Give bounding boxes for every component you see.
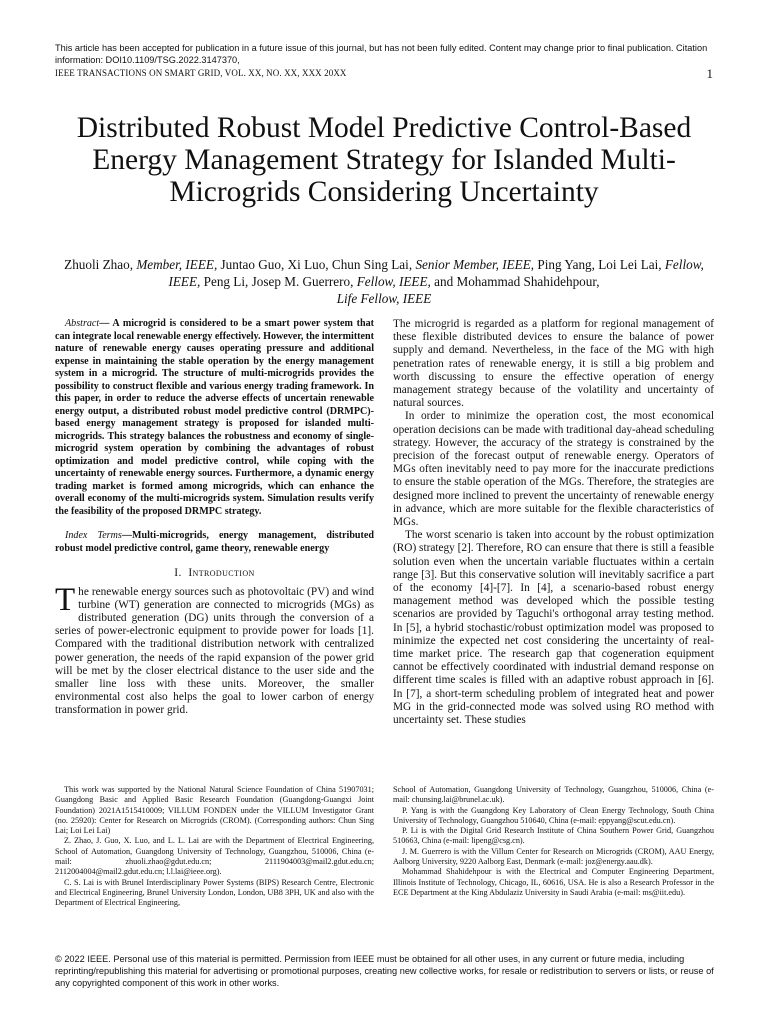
index-terms-text: —Multi-microgrids, energy management, distributed robust model predictive control, game theory, renewable energy <box>55 530 374 554</box>
author-role: Senior Member, IEEE <box>415 257 531 272</box>
page-number: 1 <box>706 66 713 81</box>
footnotes-left <box>55 785 374 909</box>
intro-paragraph-1 <box>55 581 374 718</box>
author-text: , Ping Yang, Loi Lei Lai, <box>530 257 665 272</box>
footnote-affiliation: School of Automation, Guangdong University of Technology, Guangzhou, 510006, China (e-mail: chunsing.lai@brunel.ac.uk). <box>393 785 714 805</box>
index-terms <box>55 530 374 555</box>
author-text: Juntao Guo, Xi Luo, Chun Sing Lai, <box>217 257 416 272</box>
abstract <box>55 318 374 518</box>
publication-notice: This article has been accepted for publication in a future issue of this journal, but has not been fully edited. Content may change prior to final publication. Citation information: DOI10.1109/TSG.2022.3147370, <box>55 43 708 65</box>
footnote-affiliation: Mohammad Shahidehpour is with the Electrical and Computer Engineering Department, Illinois Institute of Technology, Chicago, IL, 60616, USA. He is also a Research Professor in the ECE Department at the King Abdulaziz University in Saudi Arabia (e-mail: ms@iit.edu). <box>393 867 714 897</box>
footnote-affiliation: C. S. Lai is with Brunel Interdisciplinary Power Systems (BIPS) Research Centre, Electronic and Electrical Engineering, Brunel University London, London, UB8 3PH, UK and also with the Department of Electrical Engineering, <box>55 877 374 908</box>
index-terms-lead: Index Terms <box>65 530 122 541</box>
footnote-affiliation: P. Yang is with the Guangdong Key Laboratory of Clean Energy Technology, South China University of Technology, Guangzhou 510640, China (e-mail: eppyang@scut.edu.cn). <box>393 805 714 825</box>
running-head: IEEE TRANSACTIONS ON SMART GRID, VOL. XX, NO. XX, XXX 20XX <box>55 68 347 78</box>
author-role: Fellow, IEEE, <box>168 257 704 289</box>
section-number: I. <box>174 567 182 579</box>
drop-cap: T <box>55 581 76 618</box>
paragraph-text: he renewable energy sources such as photovoltaic (PV) and wind turbine (WT) generation are connected to microgrids (MGs) as distributed generation (DG) units through the conversion of a series of power-electronic equipment to provide power for loads [1]. Compared with the traditional distribution network with centralized power generation, the needs of the rapid expansion of the power grid will be met by the closer electrical distance to the user side and the smaller line loss with these units. Moreover, the smaller environmental cost also helps the goal to lower carbon of energy transformation in power grid. <box>55 585 374 717</box>
paper-title: Distributed Robust Model Predictive Control-Based Energy Management Strategy for Islanded Multi-Microgrids Considering Uncertainty <box>76 112 692 208</box>
footnote-affiliation: P. Li is with the Digital Grid Research Institute of China Southern Power Grid, Guangzhou 510663, China (e-mail: lipeng@csg.cn). <box>393 826 714 846</box>
left-column <box>55 318 374 718</box>
author-text: Zhuoli Zhao, <box>64 257 137 272</box>
footnote-affiliation: J. M. Guerrero is with the Villum Center for Research on Microgrids (CROM), AAU Energy, Aalborg University, 9220 Aalborg East, Denmark (e-mail: joz@energy.aau.dk). <box>393 846 714 867</box>
intro-paragraph-2: The microgrid is regarded as a platform for regional management of these flexible distributed devices to ensure the balance of power supply and demand. Nevertheless, in the face of the MG with high penetration rates of renewable energy, it is still a big problem and worth discussing to ensure the effective operation of energy management strategy because of the volatility and uncertainty of natural sources. <box>393 318 714 410</box>
footnote-affiliation: Z. Zhao, J. Guo, X. Luo, and L. L. Lai are with the Department of Electrical Engineering, School of Automation, Guangdong University of Technology, Guangzhou, 510006, China (e-mail: zhuoli.zhao@gdut.edu.cn; 2111904003@mail2.gdut.edu.cn; 2112004004@mail2.gdut.edu.cn; l.l.lai@ieee.org). <box>55 836 374 877</box>
author-role: Life Fellow, IEEE <box>336 291 432 306</box>
intro-paragraph-4: The worst scenario is taken into account by the robust optimization (RO) strategy [2]. Therefore, RO can ensure that there is still a feasible solution even when the uncertain variable fluctuates within a certain range [3]. But this conservative solution will inevitably sacrifice a part of the economy [4]-[7]. In [4], a scenario-based robust energy management method was developed which the possible testing scenarios are provided by Taguchi's orthogonal array testing method. In [5], a hybrid stochastic/robust optimization model was proposed to minimize the expected net cost considering the uncertainty of real-time market price. The research gap that cogeneration equipment cannot be effectively coordinated with industrial demand response on different time scales is filled with an adaptive robust approach in [6]. In [7], a short-term scheduling problem of integrated heat and power MG in the grid-connected mode was solved using RO method with uncertainty set. These studies <box>393 529 715 727</box>
author-text: and Mohammad Shahidehpour, <box>430 274 600 289</box>
author-role: Member, IEEE, <box>136 257 218 272</box>
footnotes-right <box>393 785 714 898</box>
section-heading <box>55 567 374 581</box>
intro-paragraph-3: In order to minimize the operation cost, the most economical operation decisions can be made with traditional day-ahead scheduling strategy. However, the accuracy of the strategy is constrained by the precision of the forecast output of renewable energy. Operators of MGs often inevitably need to pay more for the inaccurate predictions to ensure the stable operation of the MGs. Therefore, the strategies are designed more inclined to prevent the uncertainty of renewable energy in advance, which are more suitable for the flexible characteristics of MGs. <box>393 410 714 529</box>
section-title: Introduction <box>188 567 255 579</box>
abstract-text: — A microgrid is considered to be a smart power system that can integrate local renewable energy effectively. However, the intermittent nature of renewable energy causes operating pressure and additional expense in maintaining the stable operation by the energy management system in a microgrid. The structure of multi-microgrids provides the possibility to construct flexible and various energy trading framework. In this paper, in order to reduce the adverse effects of uncertain renewable energy output, a distributed robust model predictive control (DRMPC)-based energy management strategy is proposed for islanded multi-microgrids. This strategy balances the robustness and economy of single-microgrid system operation by combining the advantages of robust optimization and model predictive control, while coping with the uncertainty of renewable energy sources. Furthermore, a dynamic energy trading market is formed among microgrids, which can enhance the overall economy of the multi-microgrids system. Simulation results verify the feasibility of the proposed DRMPC strategy. <box>55 318 374 517</box>
right-column <box>393 318 714 727</box>
author-list <box>60 256 708 307</box>
author-text: Peng Li, Josep M. Guerrero, <box>200 274 357 289</box>
abstract-lead: Abstract <box>65 318 100 329</box>
copyright-notice: © 2022 IEEE. Personal use of this material is permitted. Permission from IEEE must be obtained for all other uses, in any current or future media, including reprinting/republishing this material for advertising or promotional purposes, creating new collective works, for resale or redistribution to servers or lists, or reuse of any copyrighted component of this work in other works. <box>55 954 714 988</box>
author-role: Fellow, IEEE, <box>356 274 431 289</box>
footnote-funding: This work was supported by the National Natural Science Foundation of China 51907031; Guangdong Basic and Applied Basic Research Foundation (Guangdong-Guangxi Joint Foundation) 2021A1515410009; VILLUM FONDEN under the VILLUM Investigator Grant (no. 25920): Center for Research on Microgrids (CROM). (Corresponding authors: Chun Sing Lai; Loi Lei Lai) <box>55 785 374 836</box>
